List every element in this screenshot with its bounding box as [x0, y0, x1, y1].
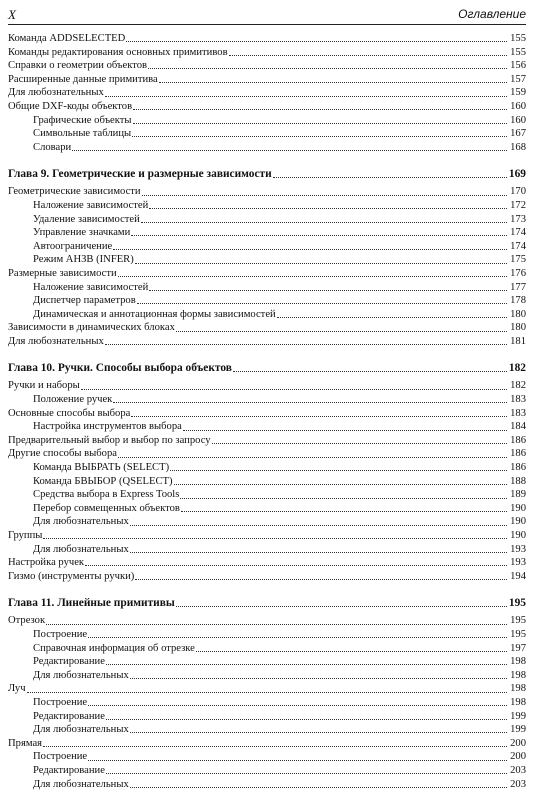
- toc-entry-title: Геометрические зависимости: [8, 186, 141, 198]
- toc-entry[interactable]: [8, 407, 526, 421]
- toc-entry-page: 180: [510, 308, 526, 320]
- toc-entry-title: Редактирование: [33, 764, 105, 776]
- toc-entry-page: 189: [510, 489, 526, 501]
- toc-entry[interactable]: [8, 253, 526, 267]
- toc-entry-title: Луч: [8, 683, 26, 695]
- toc-entry-title: Размерные зависимости: [8, 267, 117, 279]
- toc-entry-title: Зависимости в динамических блоках: [8, 322, 175, 334]
- toc-entry-title: Управление значками: [33, 227, 131, 239]
- toc-entry-page: 168: [510, 141, 526, 153]
- toc-entry-title: Основные способы выбора: [8, 407, 131, 419]
- toc-entry-title: Глава 10. Ручки. Способы выбора объектов: [8, 362, 232, 375]
- toc-entry-page: 186: [510, 434, 526, 446]
- toc-entry-title: Прямая: [8, 737, 43, 749]
- toc-entry-page: 198: [510, 669, 526, 681]
- dot-leader: [106, 664, 507, 665]
- toc-entry-title: Редактирование: [33, 656, 105, 668]
- toc-entry[interactable]: [8, 321, 526, 335]
- toc-entry-title: Другие способы выбора: [8, 448, 117, 460]
- toc-entry[interactable]: [8, 696, 526, 710]
- toc-entry-page: 193: [510, 543, 526, 555]
- toc-entry-title: Наложение зависимостей: [33, 199, 149, 211]
- toc-entry-page: 198: [510, 696, 526, 708]
- toc-entry-page: 186: [510, 462, 526, 474]
- toc-entry-page: 167: [510, 128, 526, 140]
- dot-leader: [212, 443, 507, 444]
- dot-leader: [126, 41, 507, 42]
- toc-entry-title: Настройка ручек: [8, 557, 85, 569]
- toc-entry-title: Положение ручек: [33, 394, 113, 406]
- dot-leader: [113, 249, 507, 250]
- toc-entry-title: Построение: [33, 628, 88, 640]
- toc-entry-title: Команда ADDSELECTED: [8, 33, 126, 44]
- toc-entry[interactable]: [8, 379, 526, 393]
- toc-entry-title: Редактирование: [33, 710, 105, 722]
- toc-entry[interactable]: [8, 46, 526, 60]
- toc-entry-page: 183: [510, 407, 526, 419]
- dot-leader: [27, 692, 507, 693]
- toc-entry[interactable]: [8, 281, 526, 295]
- toc-entry[interactable]: [8, 267, 526, 281]
- toc-entry-title: Глава 11. Линейные примитивы: [8, 597, 175, 610]
- toc-entry-page: 155: [510, 46, 526, 58]
- toc-chapter-entry[interactable]: [8, 361, 526, 376]
- dot-leader: [149, 208, 507, 209]
- toc-entry-page: 195: [508, 597, 526, 610]
- dot-leader: [135, 263, 507, 264]
- toc-entry[interactable]: [8, 32, 526, 46]
- toc-entry-title: Для любознательных: [33, 669, 129, 681]
- dot-leader: [88, 637, 507, 638]
- toc-entry[interactable]: [8, 642, 526, 656]
- toc-entry-page: 198: [510, 683, 526, 695]
- toc-entry[interactable]: [8, 226, 526, 240]
- toc-entry-title: Графические объекты: [33, 114, 132, 126]
- toc-entry-page: 175: [510, 254, 526, 266]
- toc-entry-page: 195: [510, 615, 526, 627]
- dot-leader: [233, 371, 507, 372]
- toc-entry-page: 176: [510, 267, 526, 279]
- toc-entry[interactable]: [8, 655, 526, 669]
- dot-leader: [135, 579, 507, 580]
- toc-entry[interactable]: [8, 114, 526, 128]
- toc-entry-page: 193: [510, 557, 526, 569]
- toc-entry[interactable]: [8, 420, 526, 434]
- toc-entry-title: Автоограничение: [33, 240, 113, 252]
- toc-entry-page: 203: [510, 778, 526, 790]
- toc-entry-title: Команды редактирования основных примитивов: [8, 46, 228, 58]
- toc-entry[interactable]: [8, 127, 526, 141]
- toc-entry[interactable]: [8, 556, 526, 570]
- toc-entry-title: Справочная информация об отрезке: [33, 642, 195, 654]
- toc-entry[interactable]: [8, 185, 526, 199]
- toc-entry-title: Наложение зависимостей: [33, 281, 149, 293]
- toc-entry-title: Построение: [33, 751, 88, 763]
- toc-entry-page: 181: [510, 335, 526, 347]
- toc-entry-title: Отрезок: [8, 615, 46, 627]
- dot-leader: [85, 565, 507, 566]
- toc-entry-page: 180: [510, 322, 526, 334]
- toc-entry-page: 157: [510, 73, 526, 85]
- toc-entry-title: Для любознательных: [33, 778, 129, 790]
- toc-entry-page: 173: [510, 213, 526, 225]
- toc-entry[interactable]: [8, 59, 526, 73]
- dot-leader: [183, 430, 507, 431]
- toc-entry-title: Режим АНЗВ (INFER): [33, 254, 134, 266]
- toc-entry-page: 182: [510, 380, 526, 392]
- toc-entry[interactable]: [8, 529, 526, 543]
- toc-entry[interactable]: [8, 73, 526, 87]
- dot-leader: [46, 624, 507, 625]
- toc-entry[interactable]: [8, 614, 526, 628]
- dot-leader: [149, 290, 507, 291]
- toc-entry-title: Удаление зависимостей: [33, 213, 140, 225]
- dot-leader: [106, 719, 507, 720]
- toc-entry-title: Символьные таблицы: [33, 128, 132, 140]
- dot-leader: [130, 732, 507, 733]
- toc-entry-page: 155: [510, 33, 526, 44]
- toc-entry-page: 169: [508, 168, 526, 181]
- dot-leader: [133, 109, 507, 110]
- toc-entry-page: 199: [510, 710, 526, 722]
- page-header: [8, 4, 526, 25]
- toc-entry-page: 182: [508, 362, 526, 375]
- dot-leader: [133, 123, 507, 124]
- dot-leader: [113, 402, 507, 403]
- toc-entry[interactable]: [8, 199, 526, 213]
- toc-entry-page: 203: [510, 764, 526, 776]
- toc-chapter-entry[interactable]: [8, 167, 526, 182]
- toc-entry-title: Построение: [33, 696, 88, 708]
- toc-entry[interactable]: [8, 502, 526, 516]
- dot-leader: [277, 317, 507, 318]
- toc-entry-title: Для любознательных: [8, 335, 104, 347]
- toc-entry[interactable]: [8, 515, 526, 529]
- toc-entry[interactable]: [8, 628, 526, 642]
- dot-leader: [130, 787, 507, 788]
- toc-entry-title: Для любознательных: [33, 516, 129, 528]
- toc-entry-page: 156: [510, 60, 526, 72]
- toc-entry-page: 198: [510, 656, 526, 668]
- toc-entry-title: Средства выбора в Express Tools: [33, 489, 180, 501]
- toc-entry-title: Ручки и наборы: [8, 380, 80, 392]
- toc-entry-title: Для любознательных: [33, 543, 129, 555]
- toc-entry-page: 194: [510, 570, 526, 582]
- toc-entry-page: 190: [510, 530, 526, 541]
- toc-entry-page: 190: [510, 516, 526, 528]
- toc-entry[interactable]: [8, 393, 526, 407]
- dot-leader: [106, 773, 507, 774]
- toc-entry-page: 184: [510, 421, 526, 433]
- toc-entry-title: Диспетчер параметров: [33, 295, 136, 307]
- page-number-roman: X: [8, 7, 16, 22]
- toc-entry[interactable]: [8, 778, 526, 792]
- dot-leader: [43, 746, 507, 747]
- toc-entry[interactable]: [8, 335, 526, 349]
- toc-entry[interactable]: [8, 737, 526, 751]
- toc-entry[interactable]: [8, 764, 526, 778]
- toc-entry[interactable]: [8, 434, 526, 448]
- dot-leader: [229, 55, 507, 56]
- toc-entry-page: 178: [510, 295, 526, 307]
- dot-leader: [176, 331, 507, 332]
- dot-leader: [88, 760, 507, 761]
- toc-entry[interactable]: [8, 475, 526, 489]
- dot-leader: [131, 416, 507, 417]
- toc-entry-page: 172: [510, 199, 526, 211]
- toc-entry-title: Расширенные данные примитива: [8, 73, 158, 85]
- toc-entry-title: Перебор совмещенных объектов: [33, 502, 180, 514]
- toc-entry[interactable]: [8, 86, 526, 100]
- dot-leader: [105, 344, 507, 345]
- dot-leader: [43, 538, 507, 539]
- toc-entry-page: 170: [510, 186, 526, 198]
- toc-entry-title: Настройка инструментов выбора: [33, 421, 182, 433]
- dot-leader: [130, 678, 507, 679]
- toc-entry[interactable]: [8, 723, 526, 737]
- toc-entry-title: Общие DXF-коды объектов: [8, 100, 133, 112]
- dot-leader: [273, 177, 507, 178]
- dot-leader: [105, 96, 507, 97]
- dot-leader: [118, 276, 507, 277]
- toc-entry[interactable]: [8, 682, 526, 696]
- toc-entry[interactable]: [8, 488, 526, 502]
- toc-entry-page: 159: [510, 87, 526, 99]
- toc-entry[interactable]: [8, 100, 526, 114]
- toc-entry-title: Гизмо (инструменты ручки): [8, 570, 135, 582]
- dot-leader: [176, 606, 507, 607]
- toc-entry[interactable]: [8, 669, 526, 683]
- running-title: Оглавление: [458, 7, 526, 21]
- toc-entry[interactable]: [8, 750, 526, 764]
- dot-leader: [180, 498, 507, 499]
- dot-leader: [148, 68, 507, 69]
- toc-entry-title: Предварительный выбор и выбор по запросу: [8, 434, 211, 446]
- toc-entry[interactable]: [8, 447, 526, 461]
- toc-entry-page: 160: [510, 100, 526, 112]
- dot-leader: [81, 389, 507, 390]
- toc-entry[interactable]: [8, 461, 526, 475]
- dot-leader: [131, 235, 507, 236]
- toc-entry-page: 186: [510, 448, 526, 460]
- dot-leader: [118, 457, 507, 458]
- dot-leader: [132, 136, 507, 137]
- toc-entry-page: 160: [510, 114, 526, 126]
- toc-entry-title: Команда БВЫБОР (QSELECT): [33, 475, 173, 487]
- toc-entry-page: 188: [510, 475, 526, 487]
- dot-leader: [72, 150, 507, 151]
- toc-entry-page: 174: [510, 240, 526, 252]
- toc-entry[interactable]: [8, 570, 526, 584]
- toc-entry-page: 190: [510, 502, 526, 514]
- toc-entry-page: 199: [510, 724, 526, 736]
- toc-entry-title: Группы: [8, 530, 43, 541]
- toc-entry-page: 200: [510, 751, 526, 763]
- toc-entry-title: Для любознательных: [33, 724, 129, 736]
- toc-entry-page: 200: [510, 737, 526, 749]
- dot-leader: [130, 552, 507, 553]
- toc-entry-title: Динамическая и аннотационная формы зависимостей: [33, 308, 276, 320]
- toc-entry[interactable]: [8, 308, 526, 322]
- dot-leader: [170, 470, 507, 471]
- toc-entry-page: 183: [510, 394, 526, 406]
- dot-leader: [174, 484, 507, 485]
- dot-leader: [142, 195, 507, 196]
- table-of-contents: [8, 32, 526, 791]
- toc-entry-page: 197: [510, 642, 526, 654]
- toc-entry-title: Для любознательных: [8, 87, 104, 99]
- toc-entry[interactable]: [8, 294, 526, 308]
- dot-leader: [141, 222, 507, 223]
- toc-entry-page: 174: [510, 227, 526, 239]
- dot-leader: [181, 511, 507, 512]
- toc-entry-page: 177: [510, 281, 526, 293]
- toc-entry-title: Словари: [33, 141, 72, 153]
- toc-entry-title: Справки о геометрии объектов: [8, 60, 147, 72]
- toc-entry-title: Глава 9. Геометрические и размерные зависимости: [8, 168, 272, 181]
- toc-entry[interactable]: [8, 141, 526, 155]
- dot-leader: [137, 303, 507, 304]
- toc-entry[interactable]: [8, 543, 526, 557]
- toc-entry[interactable]: [8, 710, 526, 724]
- toc-entry[interactable]: [8, 240, 526, 254]
- toc-entry-page: 195: [510, 628, 526, 640]
- dot-leader: [159, 82, 507, 83]
- toc-entry-title: Команда ВЫБРАТЬ (SELECT): [33, 462, 170, 474]
- dot-leader: [130, 525, 507, 526]
- dot-leader: [196, 651, 507, 652]
- toc-chapter-entry[interactable]: [8, 596, 526, 611]
- toc-entry[interactable]: [8, 213, 526, 227]
- dot-leader: [88, 705, 507, 706]
